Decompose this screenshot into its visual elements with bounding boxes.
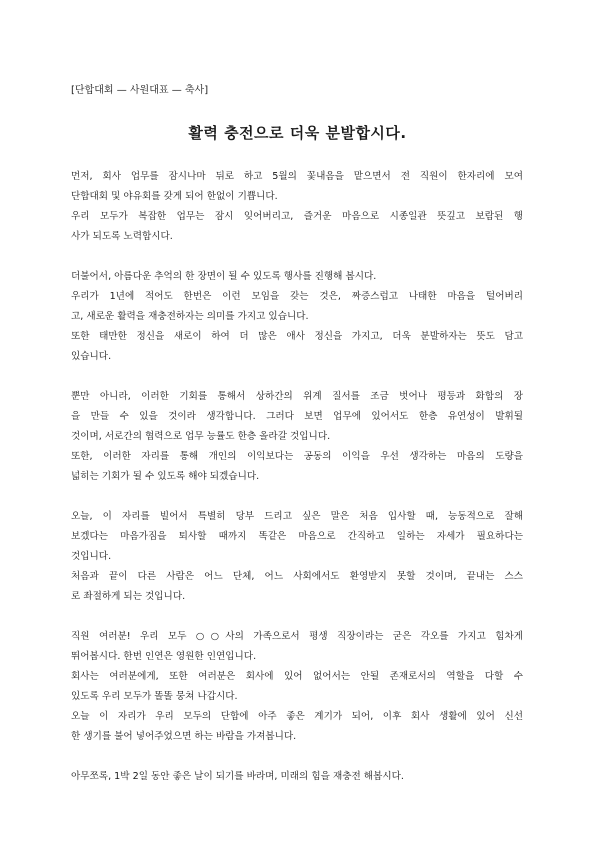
paragraph-line: 직원 여러분! 우리 모두 ○○사의 가족으로서 평생 직장이라는 굳은 각오를 가지고 힘차게 bbox=[71, 631, 523, 642]
paragraph-line: 보겠다는 마음가짐을 퇴사할 때까지 똑같은 마음으로 간직하고 일하는 자세가 필요하다는 bbox=[71, 531, 523, 542]
paragraph bbox=[71, 627, 523, 747]
paragraph bbox=[71, 507, 523, 607]
paragraph-line: 회사는 여러분에게, 또한 여러분은 회사에 있어 없어서는 안될 존재로서의 역할을 다할 수 bbox=[71, 671, 523, 682]
paragraph-line: 한 생기를 불어 넣어주었으면 하는 바람을 가져봅니다. bbox=[71, 731, 297, 742]
paragraph-line: 뛰어봅시다. 한번 인연은 영원한 인연입니다. bbox=[71, 651, 257, 662]
paragraph bbox=[71, 267, 523, 367]
paragraph-line: 있습니다. bbox=[71, 351, 112, 362]
paragraph-line: 우리가 1년에 적어도 한번은 이런 모임을 갖는 것은, 짜증스럽고 나태한 마음을 털어버리 bbox=[71, 291, 523, 302]
paragraph-line: 것입니다. bbox=[71, 551, 112, 562]
document-category-label: [단합대회 — 사원대표 — 축사] bbox=[71, 85, 209, 96]
document-body bbox=[71, 167, 523, 807]
paragraph-line: 또한, 이러한 자리를 통해 개인의 이익보다는 공동의 이익을 우선 생각하는 마음의 도량을 bbox=[71, 451, 523, 462]
paragraph-line: 것이며, 서로간의 협력으로 업무 능률도 한층 올라갈 것입니다. bbox=[71, 431, 331, 442]
paragraph-line: 을 만들 수 있을 것이라 생각합니다. 그러다 보면 업무에 있어서도 한층 유연성이 발휘될 bbox=[71, 411, 523, 422]
paragraph-line: 고, 새로운 활력을 재충전하자는 의미를 가지고 있습니다. bbox=[71, 311, 309, 322]
paragraph-line: 아무쪼록, 1박 2일 동안 좋은 날이 되기를 바라며, 미래의 힘을 재충전 해봅시다. bbox=[71, 771, 404, 782]
paragraph-line: 우리 모두가 복잡한 업무는 잠시 잊어버리고, 즐거운 마음으로 시종일관 뜻깊고 보람된 행 bbox=[71, 211, 523, 222]
paragraph-line: 처음과 끝이 다른 사람은 어느 단체, 어느 사회에서도 환영받지 못할 것이며, 끝내는 스스 bbox=[71, 571, 523, 582]
paragraph-line: 먼저, 회사 업무를 잠시나마 뒤로 하고 5월의 꽃내음을 맡으면서 전 직원이 한자리에 모여 bbox=[71, 171, 523, 182]
paragraph bbox=[71, 387, 523, 487]
paragraph bbox=[71, 167, 523, 247]
paragraph-line: 단합대회 및 야유회를 갖게 되어 한없이 기쁩니다. bbox=[71, 191, 278, 202]
document-title: 활력 충전으로 더욱 분발합시다. bbox=[188, 124, 407, 142]
paragraph-line: 또한 태만한 정신을 새로이 하여 더 많은 애사 정신을 가지고, 더욱 분발하자는 뜻도 담고 bbox=[71, 331, 523, 342]
paragraph bbox=[71, 767, 523, 787]
paragraph-line: 오늘 이 자리가 우리 모두의 단합에 아주 좋은 계기가 되어, 이후 회사 생활에 있어 신선 bbox=[71, 711, 523, 722]
paragraph-line: 있도록 우리 모두가 똘똘 뭉쳐 나갑시다. bbox=[71, 691, 238, 702]
paragraph-line: 오늘, 이 자리를 빌어서 특별히 당부 드리고 싶은 말은 처음 입사할 때, 능동적으로 잘해 bbox=[71, 511, 523, 522]
paragraph-line: 로 좌절하게 되는 것입니다. bbox=[71, 591, 186, 602]
paragraph-line: 사가 되도록 노력합시다. bbox=[71, 231, 173, 242]
paragraph-line: 뿐만 아니라, 이러한 기회를 통해서 상하간의 위계 질서를 조금 벗어나 평등과 화합의 장 bbox=[71, 391, 523, 402]
paragraph-line: 더불어서, 아름다운 추억의 한 장면이 될 수 있도록 행사를 진행해 봅시다. bbox=[71, 271, 377, 282]
paragraph-line: 넓히는 기회가 될 수 있도록 해야 되겠습니다. bbox=[71, 471, 260, 482]
